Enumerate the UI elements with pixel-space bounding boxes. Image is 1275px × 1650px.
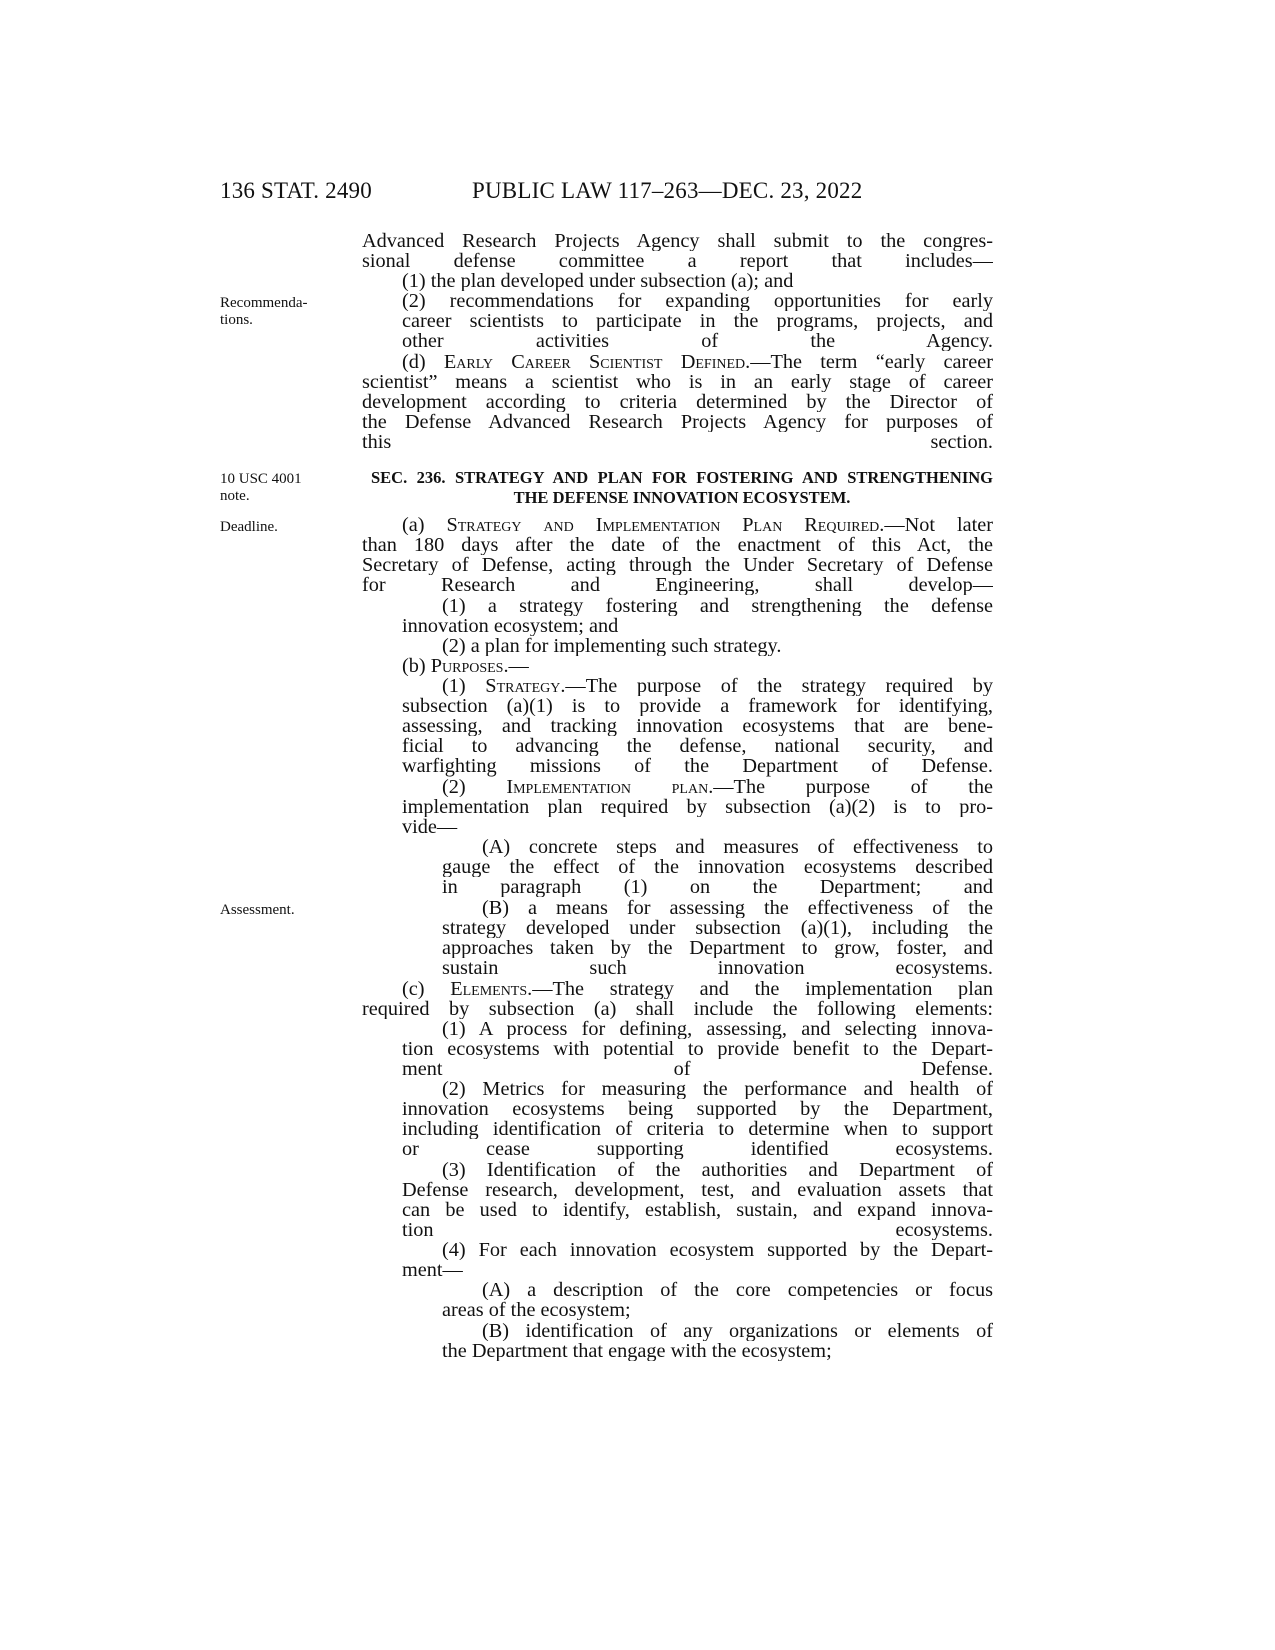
text-line: (1) the plan developed under subsection (a); and	[402, 271, 794, 292]
text-line: implementation plan required by subsection (a)(2) is to pro-	[402, 797, 993, 818]
margin-note-line: Recommenda-	[220, 295, 308, 311]
subsection-heading: Purposes	[430, 656, 504, 677]
paragraph-c1	[402, 271, 993, 291]
paragraph-b1-heading-line	[442, 676, 993, 696]
subparagraph-bA-start	[482, 837, 993, 857]
subsection-c-body	[362, 999, 993, 1019]
text-line: the Defense Advanced Research Projects Agency for purposes of	[362, 412, 993, 433]
text-line: (3) Identification of the authorities and Department of	[442, 1160, 993, 1181]
subsection-a-body	[362, 535, 993, 595]
continued-paragraph	[362, 231, 993, 271]
margin-note-assessment: Assessment.	[220, 902, 295, 918]
text-line: assessing, and tracking innovation ecosystems that are bene-	[402, 716, 993, 737]
text-fragment: .—Not later	[879, 515, 993, 536]
text-line: tion ecosystems.	[402, 1220, 993, 1241]
text-line: can be used to identify, establish, sustain, and expand innova-	[402, 1200, 993, 1221]
text-line: this section.	[362, 432, 993, 453]
text-line: subsection (a)(1) is to provide a framework for identifying,	[402, 696, 993, 717]
paragraph-heading: Implementation plan	[506, 777, 709, 798]
text-fragment: .—The strategy and the implementation plan	[527, 979, 993, 1000]
paragraph-b2-body	[402, 797, 993, 837]
text-line: in paragraph (1) on the Department; and	[442, 877, 993, 898]
text-fragment: .—The purpose of the strategy required by	[560, 676, 993, 697]
text-line: innovation ecosystems being supported by the Department,	[402, 1099, 993, 1120]
text-fragment: .—The term “early career	[745, 352, 993, 373]
text-line: sional defense committee a report that includes—	[362, 251, 993, 272]
text-line: the Department that engage with the ecosystem;	[442, 1341, 832, 1362]
text-line: other activities of the Agency.	[402, 331, 993, 352]
text-line: development according to criteria determined by the Director of	[362, 392, 993, 413]
running-header-title: PUBLIC LAW 117–263—DEC. 23, 2022	[472, 178, 863, 203]
paragraph-a2	[442, 636, 993, 656]
subsection-c-heading-line	[402, 979, 993, 999]
text-fragment: .—	[503, 656, 529, 677]
margin-note-recommendations	[220, 295, 330, 329]
paragraph-a1-end	[402, 616, 993, 636]
text-line: Advanced Research Projects Agency shall submit to the congres-	[362, 231, 993, 252]
text-fragment: (2)	[442, 777, 507, 798]
text-fragment: (a)	[402, 515, 447, 536]
text-fragment: (b)	[402, 656, 431, 677]
paragraph-c2-body	[402, 1099, 993, 1159]
text-line: warfighting missions of the Department of Defense.	[402, 756, 993, 777]
subsection-b-heading	[402, 656, 993, 676]
text-line: for Research and Engineering, shall develop—	[362, 575, 993, 596]
subsection-d-heading-line	[402, 352, 993, 372]
text-line: (4) For each innovation ecosystem supported by the Depart-	[442, 1240, 993, 1261]
text-line: ment—	[402, 1260, 463, 1281]
subsection-heading: Early Career Scientist Defined	[443, 352, 746, 373]
text-line: career scientists to participate in the programs, projects, and	[402, 311, 993, 332]
subparagraph-c4A-start	[482, 1280, 993, 1300]
text-fragment: (c)	[402, 979, 451, 1000]
paragraph-c1-start	[442, 1019, 993, 1039]
text-line: Secretary of Defense, acting through the Under Secretary of Defense	[362, 555, 993, 576]
subparagraph-bB	[442, 918, 993, 978]
margin-note-line: tions.	[220, 312, 253, 328]
subsection-heading: Strategy and Implementation Plan Required	[446, 515, 880, 536]
text-line: (A) a description of the core competencies or focus	[482, 1280, 993, 1301]
paragraph-c2	[402, 311, 993, 351]
text-line: tion ecosystems with potential to provide benefit to the Depart-	[402, 1039, 993, 1060]
text-line: ment of Defense.	[402, 1059, 993, 1080]
margin-note-line: 10 USC 4001	[220, 471, 302, 487]
text-fragment: (d)	[402, 352, 444, 373]
text-line: vide—	[402, 817, 458, 838]
paragraph-a1-start	[442, 596, 993, 616]
paragraph-b1-body	[402, 696, 993, 777]
subsection-a-heading-line	[402, 515, 993, 535]
text-line: (2) recommendations for expanding opportunities for early	[402, 291, 993, 312]
margin-note-usc	[220, 471, 330, 505]
text-line: gauge the effect of the innovation ecosystems described	[442, 857, 993, 878]
subparagraph-c4A-end	[442, 1300, 993, 1320]
subparagraph-c4B-start	[482, 1321, 993, 1341]
paragraph-c2-start	[442, 1079, 993, 1099]
text-line: approaches taken by the Department to grow, foster, and	[442, 938, 993, 959]
text-line: ficial to advancing the defense, national security, and	[402, 736, 993, 757]
paragraph-c3-body	[402, 1180, 993, 1240]
text-line: areas of the ecosystem;	[442, 1300, 631, 1321]
text-line: (2) Metrics for measuring the performance and health of	[442, 1079, 993, 1100]
paragraph-b2-heading-line	[442, 777, 993, 797]
text-line: (B) a means for assessing the effectiveness of the	[482, 898, 993, 919]
text-fragment: (1)	[442, 676, 486, 697]
margin-note-line: note.	[220, 488, 250, 504]
paragraph-c3-start	[442, 1160, 993, 1180]
text-line: scientist” means a scientist who is in an early stage of career	[362, 372, 993, 393]
text-line: than 180 days after the date of the enactment of this Act, the	[362, 535, 993, 556]
paragraph-heading: Strategy	[485, 676, 561, 697]
page-number-header: 136 STAT. 2490	[220, 178, 372, 203]
text-fragment: .—The purpose of the	[708, 777, 993, 798]
section-title-line-2: THE DEFENSE INNOVATION ECOSYSTEM.	[513, 488, 851, 507]
text-line: required by subsection (a) shall include the following elements:	[362, 999, 993, 1020]
subparagraph-bB-start	[482, 898, 993, 918]
text-line: or cease supporting identified ecosystems.	[402, 1139, 993, 1160]
paragraph-c2-start	[402, 291, 993, 311]
margin-note-deadline: Deadline.	[220, 519, 278, 535]
paragraph-c4-start	[442, 1240, 993, 1260]
subparagraph-bA	[442, 857, 993, 897]
text-line: innovation ecosystem; and	[402, 616, 619, 637]
text-line: (1) a strategy fostering and strengthening the defense	[442, 596, 993, 617]
subparagraph-c4B-end	[442, 1341, 993, 1361]
text-line: Defense research, development, test, and evaluation assets that	[402, 1180, 993, 1201]
text-line: including identification of criteria to determine when to support	[402, 1119, 993, 1140]
section-title-line-1: SEC. 236. STRATEGY AND PLAN FOR FOSTERING AND STRENGTHENING	[371, 468, 993, 487]
text-line: strategy developed under subsection (a)(1), including the	[442, 918, 993, 939]
text-line: (1) A process for defining, assessing, and selecting innova-	[442, 1019, 993, 1040]
text-line: sustain such innovation ecosystems.	[442, 958, 993, 979]
subsection-d-body	[362, 372, 993, 453]
subsection-heading: Elements	[450, 979, 528, 1000]
text-line: (B) identification of any organizations or elements of	[482, 1321, 993, 1342]
paragraph-c1-body	[402, 1039, 993, 1079]
paragraph-c4-end	[402, 1260, 993, 1280]
text-line: (2) a plan for implementing such strategy.	[442, 636, 782, 657]
text-line: (A) concrete steps and measures of effectiveness to	[482, 837, 993, 858]
